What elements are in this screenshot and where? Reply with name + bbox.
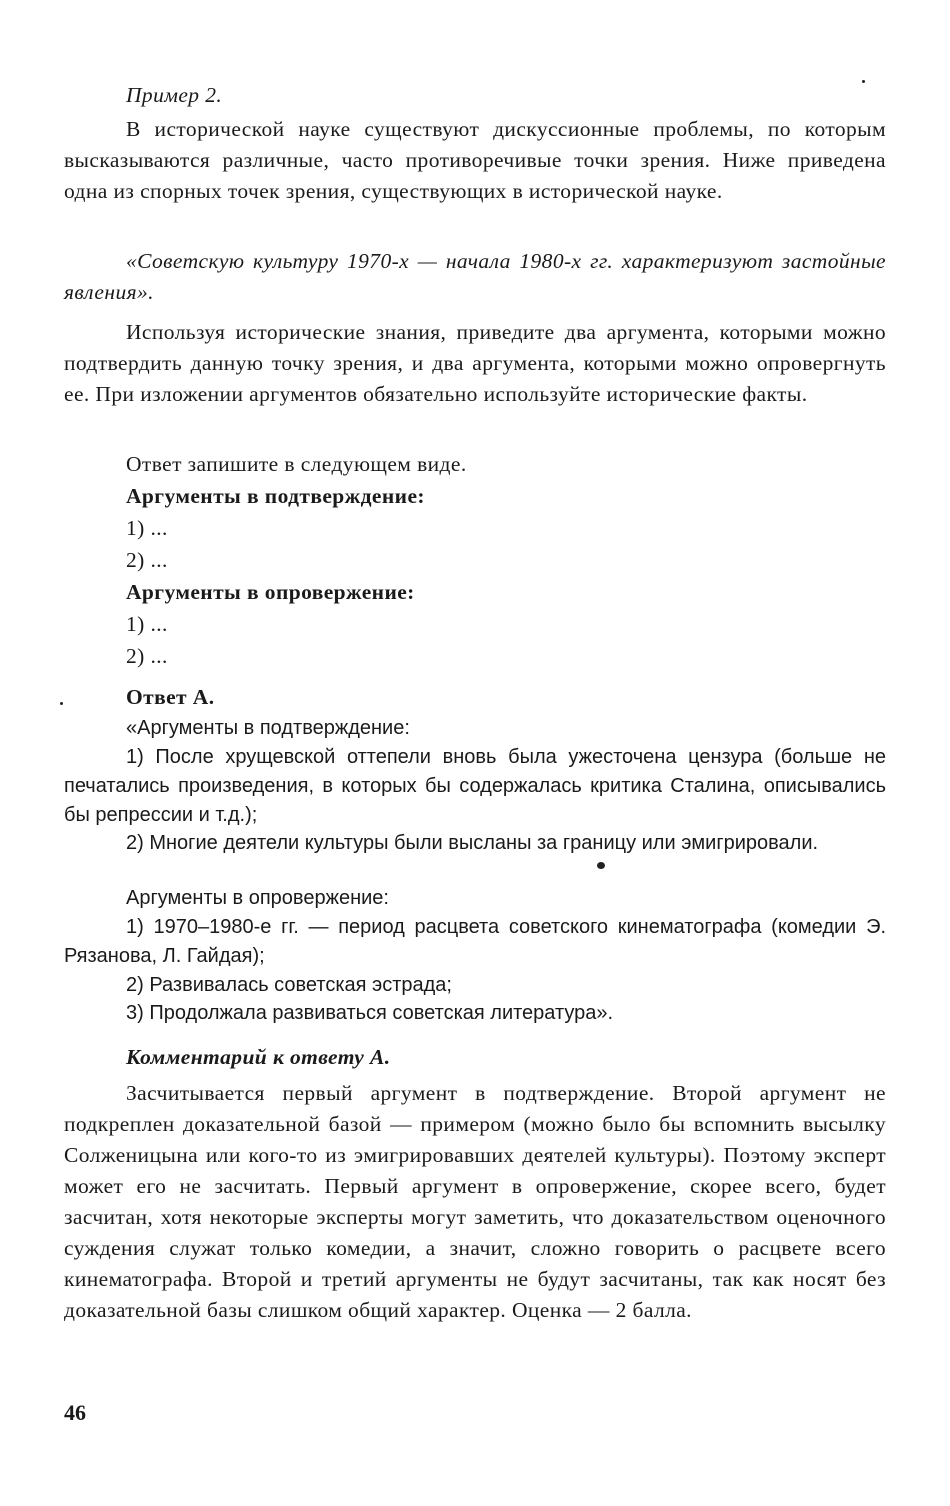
answer-a-confirm-intro: «Аргументы в подтверждение: (126, 717, 410, 739)
task-paragraph: Используя исторические знания, приведите два аргумента, которыми можно подтвердить данную точку зрения, и два аргумента, которыми можно опровергнуть ее. При изложении аргументов обязательно используйте исторические факты. (64, 320, 886, 406)
refute-item-1: 1) ... (126, 612, 168, 636)
scan-speck (597, 862, 605, 869)
answer-a-refute-3: 3) Продолжала развиваться советская литература». (126, 1002, 614, 1024)
answer-a-confirm-1: 1) После хрущевской оттепели вновь была ужесточена цензура (больше не печатались произведения, в которых бы содержалась критика Сталина, описывались бы репрессии и т.д.); (64, 746, 886, 826)
refute-item-2: 2) ... (126, 644, 168, 668)
refute-heading: Аргументы в опровержение: (126, 580, 415, 604)
intro-paragraph: В исторической науке существуют дискуссионные проблемы, по которым высказываются различные, часто противоречивые точки зрения. Ниже приведена одна из спорных точек зрения, существующих в исторической науке. (64, 117, 886, 203)
scan-speck (60, 702, 63, 705)
historical-quote: «Советскую культуру 1970-х — начала 1980-х гг. характеризуют застойные явления». (64, 249, 886, 304)
confirm-item-2: 2) ... (126, 548, 168, 572)
scan-speck (862, 80, 865, 83)
answer-a-heading: Ответ А. (126, 685, 215, 709)
answer-a-confirm-2: 2) Многие деятели культуры были высланы за границу или эмигрировали. (126, 832, 819, 854)
commentary-body: Засчитывается первый аргумент в подтверждение. Второй аргумент не подкреплен доказательной базой — примером (можно было бы вспомнить высылку Солженицына или кого-то из эмигрировавших деятелей культуры). Поэтому эксперт может его не засчитать. Первый аргумент в опровержение, скорее всего, будет засчитан, хотя некоторые эксперты могут заметить, что доказательством оценочного суждения служат только комедии, а значит, сложно говорить о расцвете всего кинематографа. Второй и третий аргументы не будут засчитаны, так как носят без доказательной базы слишком общий характер. Оценка — 2 балла. (64, 1081, 886, 1322)
answer-a-refute-intro: Аргументы в опровержение: (126, 887, 389, 909)
commentary-heading: Комментарий к ответу А. (126, 1045, 391, 1069)
page-number: 46 (64, 1400, 86, 1425)
answer-a-refute-1: 1) 1970–1980-е гг. — период расцвета советского кинематографа (комедии Э. Рязанова, Л. Гайдая); (64, 916, 886, 967)
example-title: Пример 2. (126, 83, 223, 107)
answer-format-instruction: Ответ запишите в следующем виде. (126, 452, 467, 476)
answer-a-refute-2: 2) Развивалась советская эстрада; (126, 974, 452, 996)
confirm-heading: Аргументы в подтверждение: (126, 484, 425, 508)
confirm-item-1: 1) ... (126, 516, 168, 540)
